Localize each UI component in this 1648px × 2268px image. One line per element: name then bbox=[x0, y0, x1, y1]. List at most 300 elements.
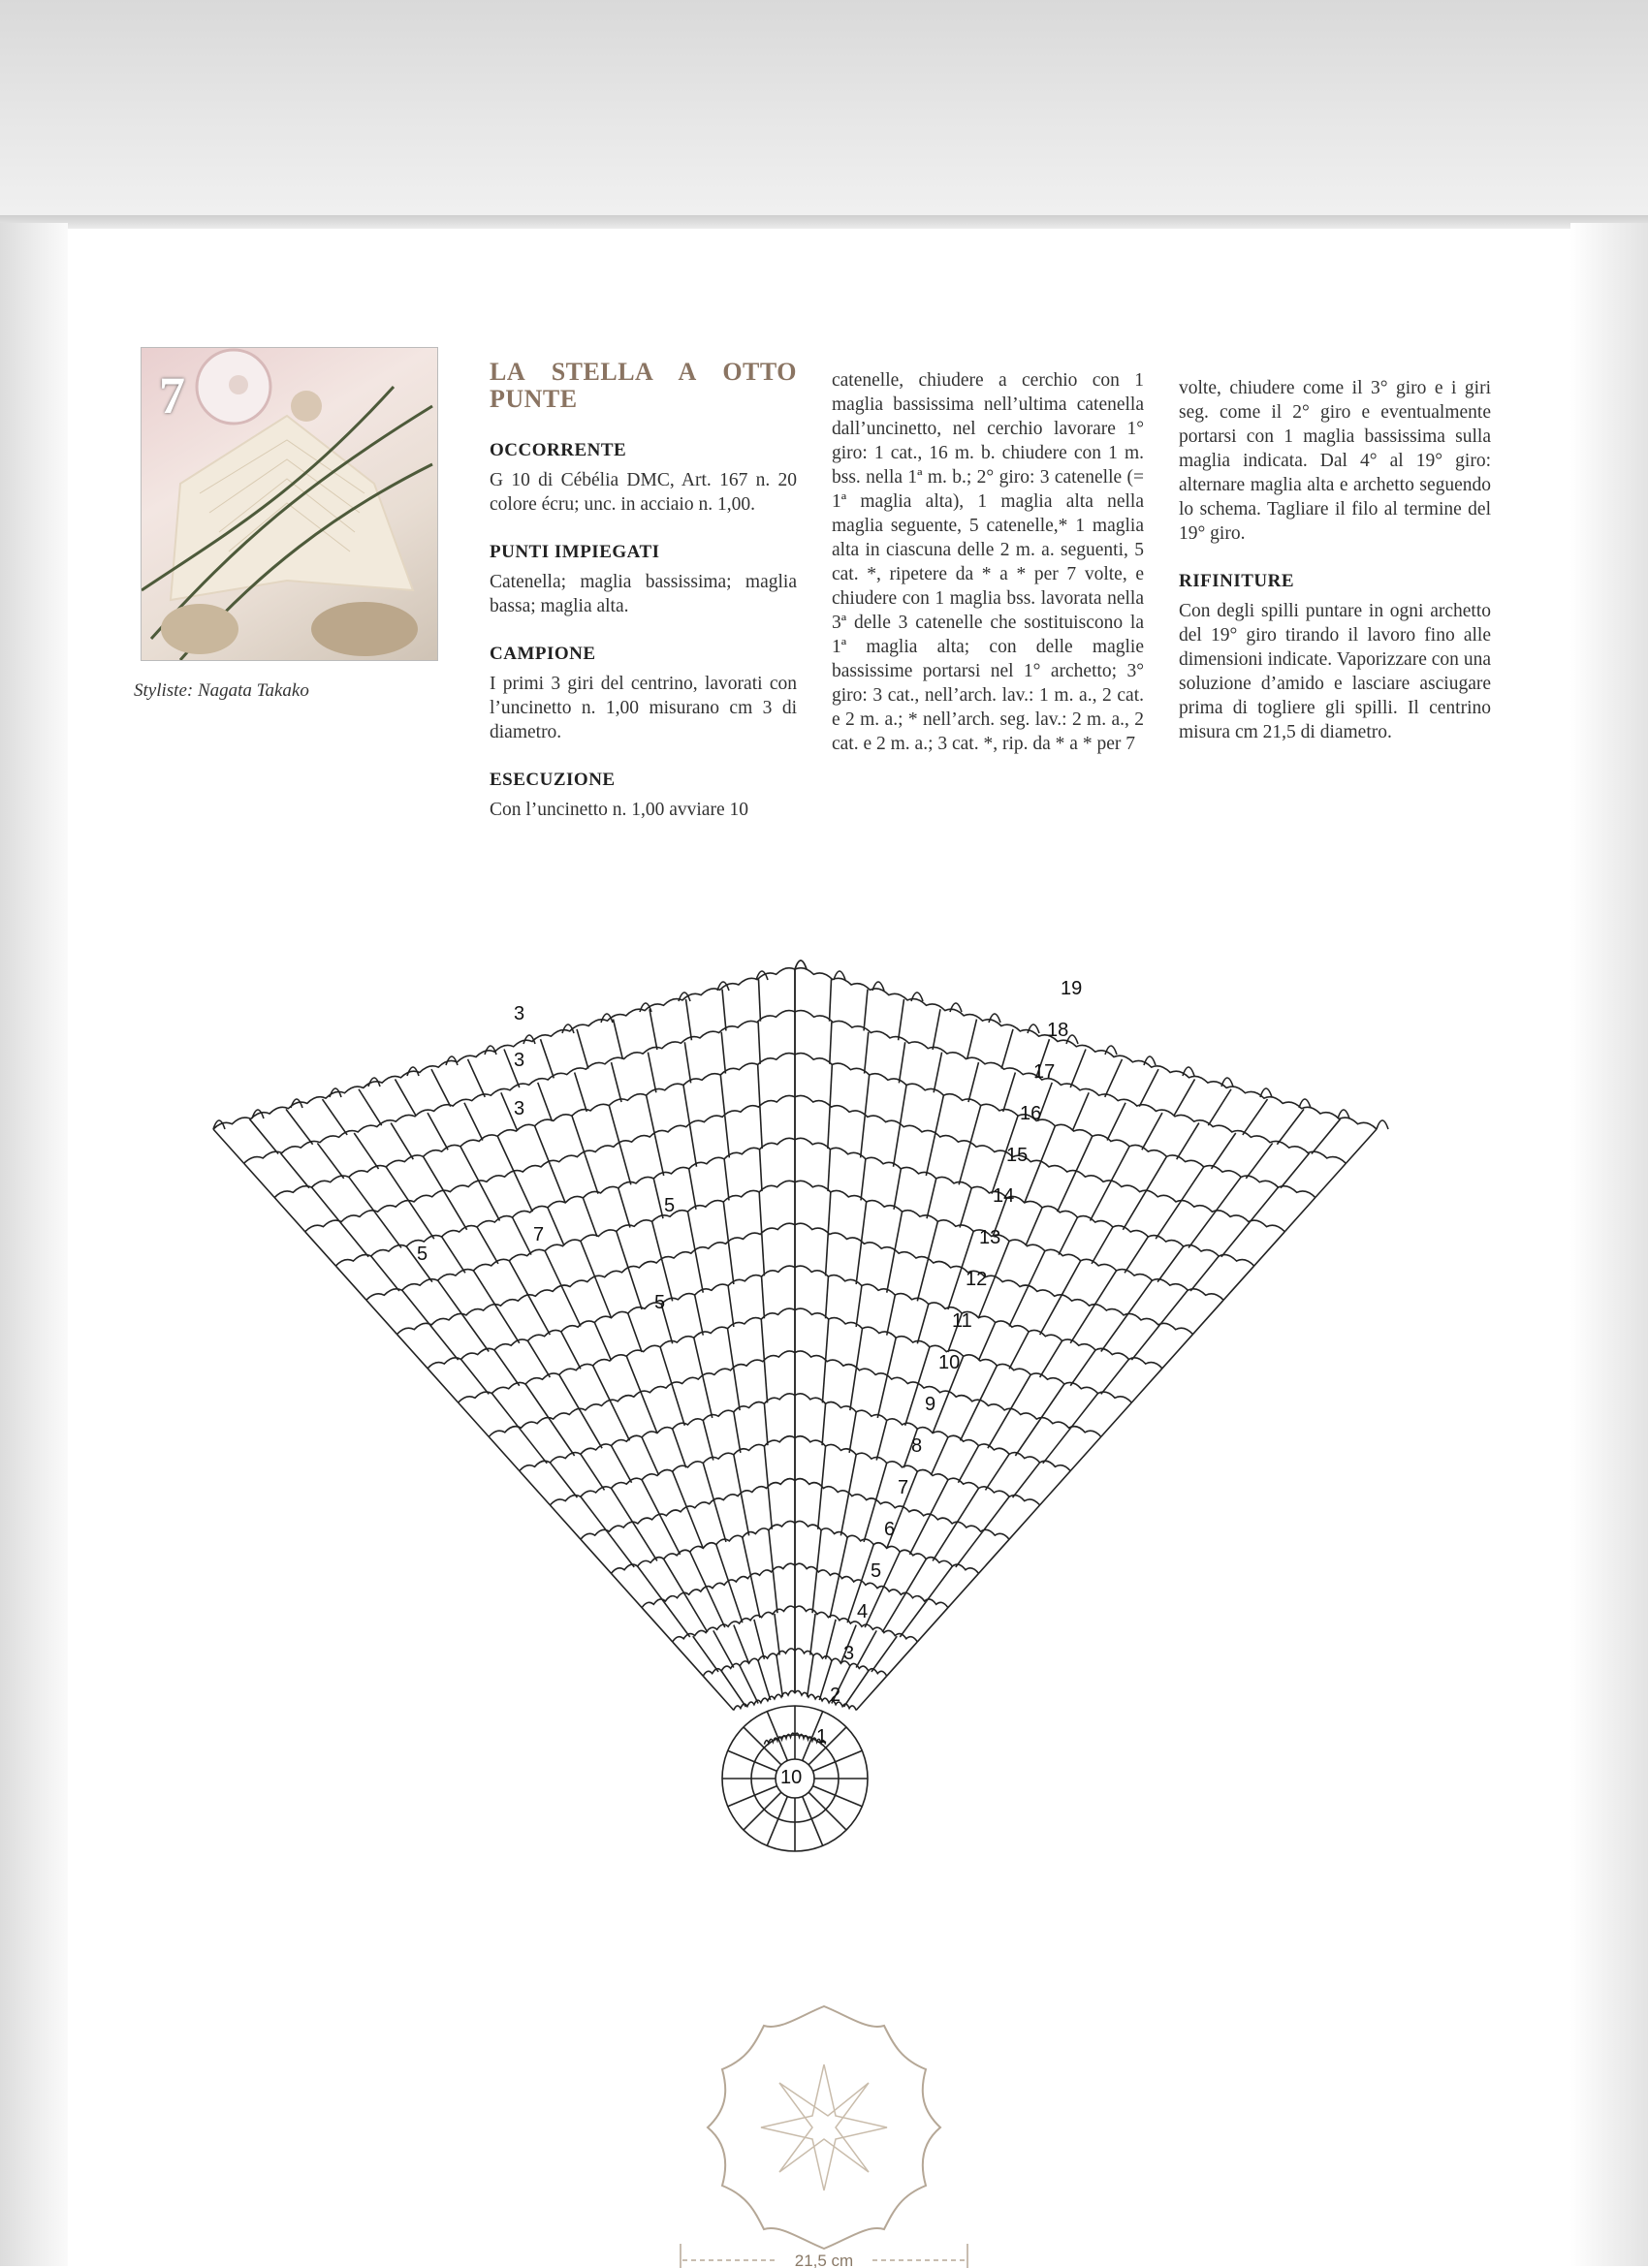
double-crochet bbox=[410, 1203, 434, 1239]
double-crochet bbox=[875, 1463, 887, 1502]
double-crochet bbox=[375, 1213, 401, 1248]
repeat-label: 10 bbox=[780, 1767, 803, 1788]
double-crochet bbox=[1040, 1471, 1071, 1505]
double-crochet bbox=[1107, 1103, 1125, 1141]
double-crochet bbox=[1221, 1222, 1250, 1257]
double-crochet bbox=[445, 1193, 467, 1230]
chart-row-left bbox=[734, 1691, 795, 1711]
double-crochet bbox=[958, 1446, 978, 1483]
double-crochet bbox=[978, 1539, 1009, 1573]
double-crochet bbox=[1027, 1251, 1044, 1289]
repeat-label: 5 bbox=[664, 1195, 676, 1216]
double-crochet bbox=[371, 1256, 399, 1291]
double-crochet bbox=[917, 1347, 930, 1386]
double-crochet bbox=[464, 1103, 483, 1141]
double-crochet bbox=[608, 1532, 635, 1567]
double-crochet bbox=[759, 1192, 762, 1234]
double-crochet bbox=[758, 1022, 760, 1063]
double-crochet bbox=[931, 1437, 948, 1475]
double-crochet bbox=[762, 1234, 765, 1276]
double-crochet bbox=[585, 1154, 598, 1193]
double-crochet bbox=[695, 1295, 704, 1336]
double-crochet bbox=[927, 1179, 936, 1218]
repeat-label: 5 bbox=[654, 1292, 666, 1313]
double-crochet bbox=[1284, 1198, 1315, 1232]
double-crochet bbox=[740, 1666, 758, 1704]
double-crochet bbox=[1025, 1164, 1040, 1203]
double-crochet bbox=[1110, 1147, 1129, 1183]
double-crochet bbox=[935, 1095, 943, 1135]
double-crochet bbox=[548, 1208, 564, 1245]
double-crochet bbox=[900, 1086, 906, 1126]
double-crochet bbox=[865, 1032, 869, 1074]
double-crochet bbox=[877, 1378, 886, 1418]
double-crochet bbox=[489, 1436, 520, 1470]
double-crochet bbox=[509, 1261, 529, 1298]
double-crochet bbox=[768, 1488, 772, 1529]
double-crochet bbox=[583, 1198, 597, 1237]
stylist-credit: Styliste: Nagata Takako bbox=[134, 680, 309, 701]
double-crochet bbox=[661, 1517, 681, 1555]
double-crochet bbox=[687, 1212, 695, 1252]
double-crochet bbox=[561, 1332, 581, 1369]
double-crochet bbox=[359, 1089, 382, 1125]
double-crochet bbox=[1174, 1079, 1195, 1116]
double-crochet bbox=[822, 1403, 826, 1445]
double-crochet bbox=[917, 1305, 928, 1344]
double-crochet bbox=[865, 1075, 870, 1117]
double-crochet bbox=[541, 1039, 555, 1078]
section-punti bbox=[490, 540, 797, 618]
double-crochet bbox=[1281, 1153, 1309, 1188]
chart-row-left bbox=[642, 1563, 795, 1607]
double-crochet bbox=[684, 1042, 690, 1083]
edge-picot bbox=[1105, 1046, 1117, 1055]
section-text: Con l’uncinetto n. 1,00 avviare 10 bbox=[490, 800, 748, 820]
double-crochet bbox=[894, 1126, 901, 1167]
section-heading: OCCORRENTE bbox=[490, 440, 627, 460]
double-crochet bbox=[1075, 1136, 1093, 1174]
doily-photo bbox=[141, 347, 438, 661]
double-crochet bbox=[581, 1496, 608, 1531]
double-crochet bbox=[550, 1164, 565, 1203]
double-crochet bbox=[899, 999, 904, 1040]
double-crochet bbox=[1101, 1316, 1126, 1352]
repeat-label: 3 bbox=[514, 1098, 525, 1119]
double-crochet bbox=[769, 1530, 774, 1572]
double-crochet bbox=[1159, 1290, 1188, 1325]
double-crochet bbox=[812, 1571, 817, 1613]
double-crochet bbox=[642, 1395, 657, 1433]
double-crochet bbox=[713, 1630, 734, 1667]
round-number-label: 7 bbox=[898, 1477, 909, 1498]
double-crochet bbox=[828, 1192, 831, 1234]
double-crochet bbox=[494, 1350, 520, 1386]
double-crochet bbox=[1070, 1050, 1086, 1088]
double-crochet bbox=[761, 1319, 764, 1361]
double-crochet bbox=[1243, 1099, 1268, 1135]
double-crochet bbox=[728, 1329, 734, 1370]
round-number-label: 18 bbox=[1047, 1020, 1069, 1041]
double-crochet bbox=[822, 1446, 826, 1488]
double-crochet bbox=[818, 1488, 822, 1529]
double-crochet bbox=[764, 1446, 768, 1488]
double-crochet bbox=[764, 1361, 767, 1402]
chart-row-right bbox=[795, 968, 1377, 1129]
double-crochet bbox=[693, 1636, 718, 1672]
double-crochet bbox=[626, 1356, 642, 1395]
double-crochet bbox=[961, 1403, 979, 1441]
double-crochet bbox=[926, 1566, 952, 1602]
double-crochet bbox=[1215, 1177, 1241, 1213]
double-crochet bbox=[559, 1374, 581, 1411]
double-crochet bbox=[861, 1202, 866, 1244]
double-crochet bbox=[917, 1261, 928, 1301]
double-crochet bbox=[968, 1062, 979, 1102]
edge-picot bbox=[562, 1024, 574, 1033]
double-crochet bbox=[703, 1421, 713, 1461]
double-crochet bbox=[563, 1289, 581, 1327]
chart-row-right bbox=[795, 1691, 856, 1711]
double-crochet bbox=[722, 990, 726, 1031]
double-crochet bbox=[828, 1107, 830, 1149]
double-crochet bbox=[520, 1429, 547, 1464]
edge-picot bbox=[1144, 1056, 1156, 1065]
double-crochet bbox=[244, 1163, 275, 1197]
double-crochet bbox=[442, 1237, 465, 1273]
double-crochet bbox=[956, 1489, 979, 1525]
double-crochet bbox=[581, 1454, 605, 1490]
double-crochet bbox=[274, 1198, 305, 1232]
double-crochet bbox=[694, 1338, 703, 1377]
double-crochet bbox=[1061, 1261, 1081, 1298]
double-crochet bbox=[1145, 1156, 1167, 1193]
double-crochet bbox=[550, 1420, 574, 1456]
double-crochet bbox=[685, 1595, 708, 1632]
pattern-number: 7 bbox=[159, 366, 185, 425]
double-crochet bbox=[849, 1412, 856, 1453]
section-text: I primi 3 giri del centrino, lavorati con l’uncinetto n. 1,00 misurano cm 3 di diametro. bbox=[490, 674, 797, 742]
double-crochet bbox=[887, 1338, 896, 1377]
double-crochet bbox=[1223, 1266, 1254, 1300]
double-crochet bbox=[759, 979, 761, 1021]
double-crochet bbox=[982, 1496, 1009, 1531]
double-crochet bbox=[596, 1279, 612, 1318]
double-crochet bbox=[1142, 1113, 1162, 1150]
double-crochet bbox=[817, 1530, 822, 1572]
double-crochet bbox=[617, 1231, 629, 1270]
double-crochet bbox=[861, 1117, 866, 1158]
double-crochet bbox=[764, 1403, 768, 1445]
double-crochet bbox=[1013, 1463, 1040, 1497]
double-crochet bbox=[882, 1595, 904, 1632]
double-crochet bbox=[978, 1322, 995, 1360]
double-crochet bbox=[703, 1463, 714, 1502]
double-crochet bbox=[312, 1187, 340, 1222]
double-crochet bbox=[1001, 1029, 1013, 1069]
double-crochet bbox=[856, 1244, 861, 1285]
section-heading: PUNTI IMPIEGATI bbox=[490, 542, 660, 562]
double-crochet bbox=[775, 1614, 779, 1655]
section-heading: RIFINITURE bbox=[1179, 571, 1295, 591]
double-crochet bbox=[497, 1136, 515, 1174]
double-crochet bbox=[1040, 1126, 1056, 1165]
double-crochet bbox=[1070, 1350, 1095, 1386]
double-crochet bbox=[1009, 1289, 1027, 1327]
double-crochet bbox=[1211, 1133, 1235, 1169]
assembly-scheme bbox=[669, 1987, 979, 2268]
double-crochet bbox=[634, 1525, 657, 1560]
double-crochet bbox=[1125, 1237, 1148, 1273]
double-crochet bbox=[250, 1119, 279, 1154]
double-crochet bbox=[734, 1412, 741, 1453]
star-icon bbox=[761, 2064, 887, 2190]
double-crochet bbox=[904, 1559, 927, 1596]
double-crochet bbox=[856, 1630, 876, 1667]
double-crochet bbox=[612, 1403, 630, 1441]
double-crochet bbox=[734, 1370, 740, 1410]
double-crochet bbox=[317, 1143, 343, 1178]
double-crochet bbox=[1070, 1394, 1097, 1429]
double-crochet bbox=[1250, 1187, 1278, 1222]
double-crochet bbox=[349, 1177, 375, 1213]
double-crochet bbox=[424, 1156, 446, 1193]
book-gutter-left bbox=[0, 223, 68, 2266]
double-crochet bbox=[760, 1150, 762, 1191]
double-crochet bbox=[734, 1625, 749, 1664]
crochet-chart bbox=[194, 950, 1415, 1900]
double-crochet bbox=[438, 1280, 463, 1316]
double-crochet bbox=[520, 1471, 551, 1505]
double-crochet bbox=[647, 1095, 655, 1135]
double-crochet bbox=[653, 1179, 663, 1218]
double-crochet bbox=[723, 1202, 728, 1244]
double-crochet bbox=[1101, 1402, 1132, 1436]
double-crochet bbox=[762, 1276, 765, 1318]
double-crochet bbox=[1123, 1193, 1145, 1230]
double-crochet bbox=[1015, 1420, 1039, 1456]
double-crochet bbox=[826, 1620, 837, 1659]
double-crochet bbox=[1072, 1092, 1089, 1130]
double-crochet bbox=[758, 1661, 771, 1700]
round-number-label: 15 bbox=[1006, 1145, 1029, 1166]
double-crochet bbox=[628, 1313, 642, 1352]
double-crochet bbox=[689, 1169, 696, 1210]
double-crochet bbox=[1092, 1227, 1113, 1264]
double-crochet bbox=[969, 1106, 980, 1146]
chart-row-left bbox=[213, 968, 795, 1129]
double-crochet bbox=[1093, 1271, 1117, 1307]
round-number-label: 1 bbox=[816, 1726, 828, 1748]
double-crochet bbox=[1058, 1174, 1075, 1212]
double-crochet bbox=[988, 1411, 1009, 1448]
double-crochet bbox=[959, 1145, 969, 1184]
double-crochet bbox=[529, 1298, 550, 1335]
double-crochet bbox=[734, 1455, 742, 1496]
edge-picot bbox=[1377, 1120, 1388, 1129]
double-crochet bbox=[895, 1212, 903, 1252]
double-crochet bbox=[1131, 1325, 1159, 1360]
double-crochet bbox=[1040, 1340, 1062, 1377]
double-crochet bbox=[729, 1244, 734, 1285]
double-crochet bbox=[673, 1429, 686, 1467]
double-crochet bbox=[1040, 1298, 1061, 1335]
double-crochet bbox=[760, 1107, 762, 1149]
section-heading: ESECUZIONE bbox=[490, 770, 616, 790]
double-crochet bbox=[1101, 1359, 1129, 1394]
double-crochet bbox=[933, 1009, 940, 1050]
double-crochet bbox=[491, 1394, 519, 1429]
repeat-label: 3 bbox=[514, 1003, 525, 1024]
double-crochet bbox=[620, 1145, 631, 1184]
double-crochet bbox=[887, 1252, 895, 1293]
double-crochet bbox=[461, 1359, 490, 1394]
double-crochet bbox=[899, 1042, 904, 1083]
double-crochet bbox=[1091, 1183, 1110, 1220]
double-crochet bbox=[463, 1316, 489, 1352]
double-crochet bbox=[703, 1378, 712, 1418]
round-number-label: 17 bbox=[1033, 1061, 1056, 1083]
double-crochet bbox=[716, 1545, 730, 1584]
double-crochet bbox=[402, 1290, 430, 1325]
double-crochet bbox=[743, 1537, 751, 1577]
round-number-label: 11 bbox=[952, 1310, 972, 1332]
double-crochet bbox=[1126, 1280, 1152, 1316]
double-crochet bbox=[614, 1020, 623, 1059]
repeat-label: 7 bbox=[533, 1224, 545, 1245]
double-crochet bbox=[1070, 1307, 1093, 1342]
double-crochet bbox=[725, 1117, 730, 1158]
double-crochet bbox=[961, 1231, 973, 1270]
double-crochet bbox=[683, 1086, 690, 1126]
double-crochet bbox=[642, 1608, 673, 1642]
double-crochet bbox=[477, 1227, 498, 1264]
double-crochet bbox=[431, 1069, 451, 1107]
double-crochet bbox=[480, 1183, 499, 1220]
text-column-2 bbox=[832, 368, 1144, 756]
round-number-label: 16 bbox=[1020, 1103, 1042, 1124]
double-crochet bbox=[1105, 1059, 1123, 1097]
double-crochet bbox=[673, 1386, 685, 1425]
chart-row-right bbox=[795, 1054, 1315, 1198]
photo-illustration bbox=[142, 348, 437, 660]
double-crochet bbox=[1188, 1213, 1215, 1248]
double-crochet bbox=[1254, 1232, 1285, 1266]
double-crochet bbox=[1040, 1384, 1064, 1420]
double-crochet bbox=[340, 1222, 368, 1257]
double-crochet bbox=[864, 1502, 875, 1542]
double-crochet bbox=[985, 1454, 1009, 1490]
double-crochet bbox=[545, 1251, 562, 1289]
double-crochet bbox=[714, 1502, 726, 1542]
text-column-3 bbox=[1179, 376, 1491, 768]
double-crochet bbox=[612, 1446, 632, 1483]
double-crochet bbox=[575, 1072, 587, 1111]
double-crochet bbox=[655, 1136, 664, 1176]
double-crochet bbox=[1009, 1505, 1040, 1539]
double-crochet bbox=[773, 1571, 777, 1613]
double-crochet bbox=[1312, 1119, 1341, 1154]
double-crochet bbox=[612, 1489, 635, 1525]
text-column-1 bbox=[490, 359, 797, 845]
double-crochet bbox=[354, 1133, 378, 1169]
double-crochet bbox=[673, 1642, 704, 1676]
section-heading: CAMPIONE bbox=[490, 644, 596, 664]
double-crochet bbox=[856, 1329, 862, 1370]
double-crochet bbox=[468, 1059, 486, 1097]
double-crochet bbox=[900, 1601, 926, 1637]
double-crochet bbox=[754, 1620, 765, 1659]
double-crochet bbox=[1346, 1129, 1377, 1163]
double-crochet bbox=[830, 979, 832, 1021]
double-crochet bbox=[917, 1608, 948, 1642]
round-number-label: 5 bbox=[871, 1560, 882, 1582]
double-crochet bbox=[335, 1266, 366, 1300]
double-crochet bbox=[213, 1129, 244, 1163]
double-crochet bbox=[638, 1566, 664, 1602]
round-number-label: 12 bbox=[966, 1269, 988, 1290]
double-crochet bbox=[876, 1421, 887, 1461]
esecuzione-end: volte, chiudere come il 3° giro e i giri seg. come il 2° giro e eventualmente portarsi con 1 maglia bassissima sulla maglia indicata. Dal 4° al 19° giro: alternare maglia alta e archetto seguendo lo schema. Tagliare il filo al termine del 19° giro. bbox=[1179, 378, 1491, 544]
double-crochet bbox=[366, 1300, 397, 1334]
double-crochet bbox=[978, 1366, 997, 1403]
double-crochet bbox=[933, 1525, 956, 1560]
double-crochet bbox=[882, 1552, 900, 1590]
double-crochet bbox=[1246, 1143, 1272, 1178]
double-crochet bbox=[967, 1020, 977, 1059]
round-number-label: 3 bbox=[843, 1643, 855, 1664]
double-crochet bbox=[687, 1510, 703, 1549]
double-crochet bbox=[864, 990, 868, 1031]
round-number-label: 6 bbox=[884, 1519, 896, 1540]
double-crochet bbox=[550, 1505, 581, 1539]
double-crochet bbox=[826, 1319, 829, 1361]
double-crochet bbox=[1059, 1217, 1077, 1255]
double-crochet bbox=[673, 1471, 688, 1510]
double-crochet bbox=[956, 1532, 983, 1567]
section-esecuzione bbox=[490, 768, 797, 822]
round-number-label: 19 bbox=[1061, 978, 1083, 999]
section-campione bbox=[490, 642, 797, 744]
double-crochet bbox=[642, 1480, 661, 1518]
double-crochet bbox=[776, 1655, 782, 1696]
double-crochet bbox=[642, 1437, 659, 1475]
double-crochet bbox=[872, 1636, 897, 1672]
round-number-label: 13 bbox=[979, 1227, 1001, 1248]
double-crochet bbox=[926, 1136, 935, 1176]
double-crochet bbox=[428, 1113, 448, 1150]
double-crochet bbox=[428, 1369, 459, 1402]
round-number-label: 8 bbox=[911, 1435, 923, 1457]
double-crochet bbox=[728, 1286, 734, 1327]
double-crochet bbox=[396, 1079, 417, 1116]
double-crochet bbox=[960, 1188, 971, 1228]
double-crochet bbox=[690, 1552, 708, 1590]
double-crochet bbox=[909, 1517, 929, 1555]
double-crochet bbox=[887, 1642, 918, 1676]
double-crochet bbox=[828, 1150, 830, 1191]
double-crochet bbox=[496, 1307, 520, 1342]
double-crochet bbox=[724, 1159, 729, 1201]
double-crochet bbox=[652, 1221, 663, 1261]
double-crochet bbox=[460, 1147, 480, 1183]
double-crochet bbox=[1156, 1203, 1180, 1239]
double-crochet bbox=[391, 1123, 413, 1160]
double-crochet bbox=[609, 1106, 619, 1146]
double-crochet bbox=[550, 1463, 577, 1497]
double-crochet bbox=[934, 1053, 941, 1093]
double-crochet bbox=[612, 1573, 643, 1607]
